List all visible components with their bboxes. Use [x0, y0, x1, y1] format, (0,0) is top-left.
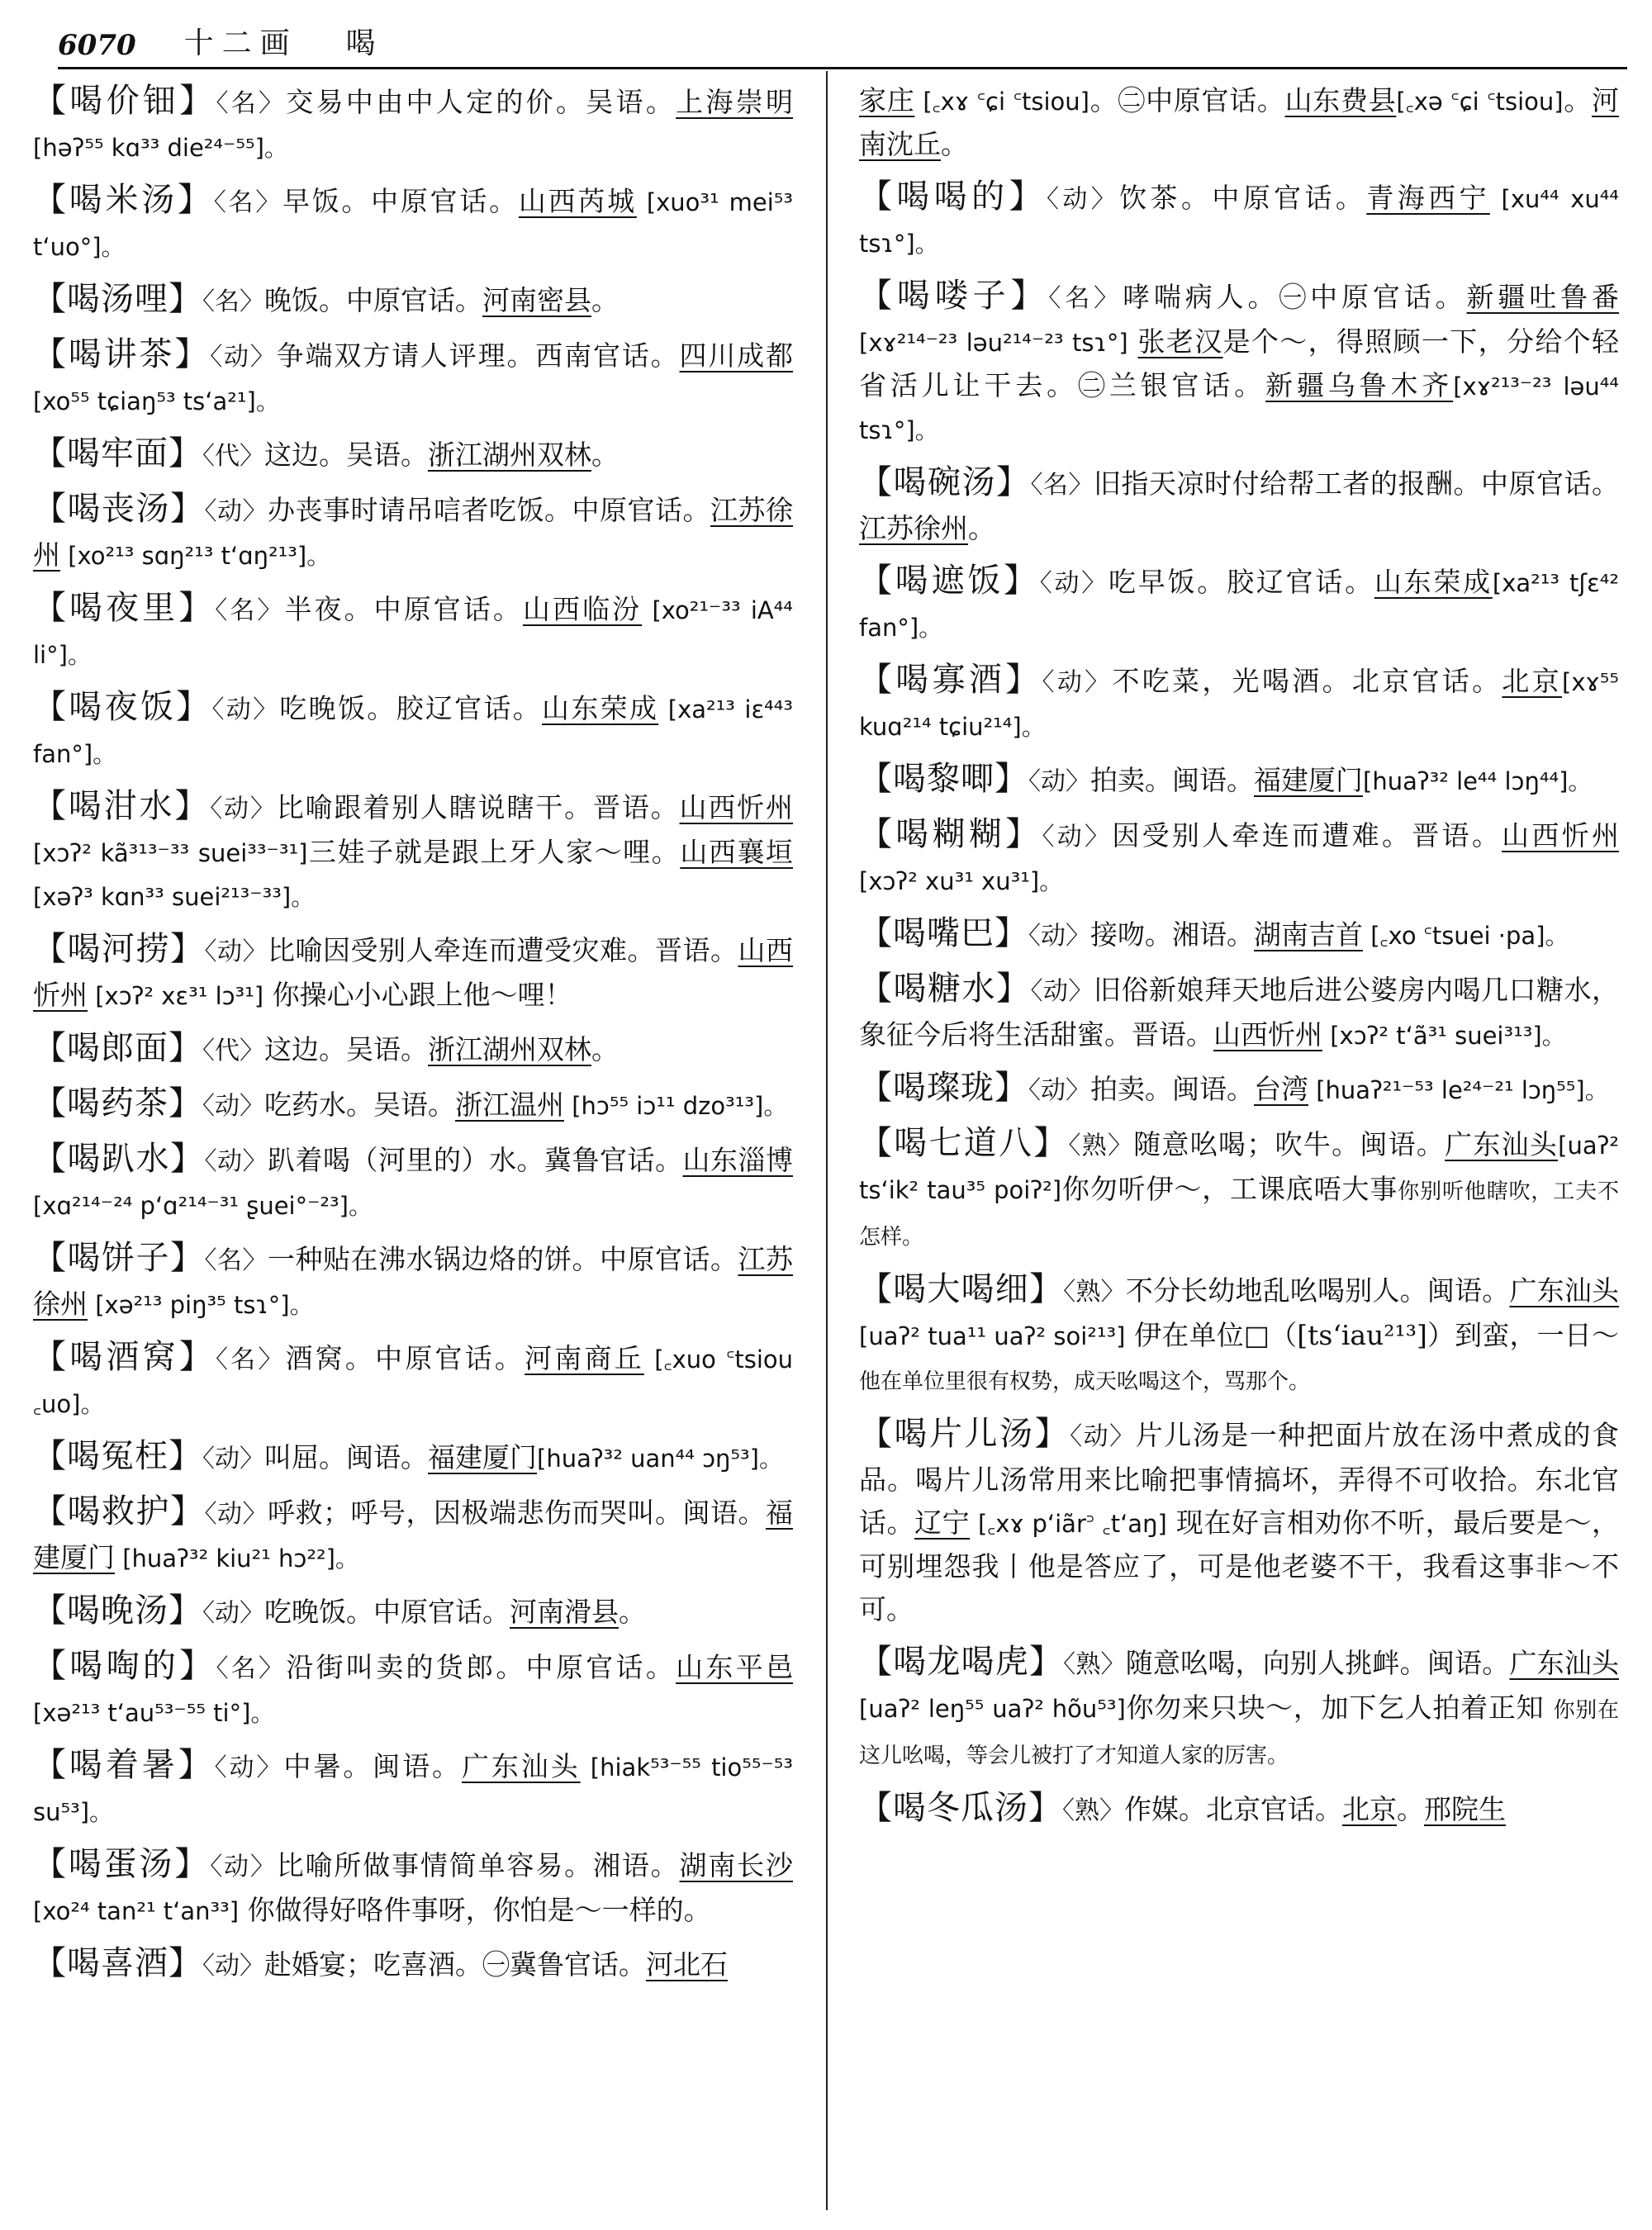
part-of-speech: 〈动〉: [210, 343, 277, 372]
definition-text: 争端双方请人评理。西南官话。: [276, 339, 680, 372]
entry-headword: 【喝泔水】: [33, 787, 211, 825]
dictionary-entry: [33, 586, 793, 676]
part-of-speech: 〈熟〉: [1063, 1278, 1126, 1307]
part-of-speech: 〈动〉: [1046, 185, 1120, 214]
place-name: 河南密县: [482, 284, 591, 316]
entry-headword: 【喝丧汤】: [33, 490, 205, 528]
part-of-speech: 〈动〉: [1070, 1422, 1136, 1451]
entry-headword: 【喝寡酒】: [859, 661, 1042, 699]
place-name: 广东汕头: [1509, 1647, 1620, 1679]
definition-text: 拍卖。闽语。: [1090, 764, 1254, 796]
definition-text: 这边。吴语。: [264, 439, 428, 471]
entry-headword: 【喝米汤】: [33, 181, 214, 219]
definition-text: 半夜。中原官话。: [284, 593, 523, 625]
pronunciation: [xɔʔ² tʻã³¹ suei³¹³]。: [1322, 1022, 1566, 1050]
dictionary-entry: [33, 1082, 793, 1128]
part-of-speech: 〈熟〉: [1062, 1796, 1124, 1825]
dictionary-entry: [33, 1490, 793, 1580]
dictionary-entry: [859, 658, 1619, 748]
place-name: 北京: [1502, 665, 1563, 697]
place-name: 辽宁: [914, 1506, 971, 1539]
dictionary-entry: [33, 487, 793, 577]
entry-headword: 【喝河捞】: [33, 930, 205, 968]
place-name: 山西临汾: [522, 593, 643, 625]
translation-note: 你别听他瞎吹，工夫不怎样。: [859, 1179, 1620, 1250]
definition-text: 。: [619, 1596, 646, 1628]
entry-headword: 【喝价钿】: [33, 82, 216, 120]
pronunciation: [xɤ⁵⁵ kuɑ²¹⁴ tɕiu²¹⁴]。: [859, 668, 1620, 741]
definition-text: 接吻。湘语。: [1090, 918, 1254, 951]
place-name: 山西忻州: [1502, 819, 1620, 852]
place-name: 山东荣成: [1374, 566, 1493, 598]
part-of-speech: 〈名〉: [1030, 471, 1094, 500]
entry-headword: 【喝龙喝虎】: [859, 1643, 1064, 1681]
entry-headword: 【喝夜里】: [33, 589, 216, 627]
dictionary-entry: [33, 686, 793, 776]
place-name: 浙江湖州双林: [428, 439, 591, 471]
pronunciation: [꜀xo ꜂tsuei ·pa]。: [1363, 922, 1569, 950]
dictionary-entry: [859, 175, 1619, 265]
pronunciation: [huaʔ³² le⁴⁴ lɔŋ⁴⁴]。: [1363, 767, 1593, 795]
part-of-speech: 〈动〉: [204, 497, 268, 526]
translation-note: 你别在这儿吆喝，等会儿被打了才知道人家的厉害。: [859, 1698, 1619, 1768]
definition-text: 是个～，得照顾一下，分给个轻省活儿让干去。㊁兰银官话。: [859, 325, 1620, 401]
place-name: 广东汕头: [461, 1750, 581, 1782]
dictionary-entry: [33, 1744, 793, 1834]
dictionary-entry: [859, 559, 1619, 649]
dictionary-entry: [859, 1066, 1619, 1113]
definition-text: 。: [1563, 84, 1593, 116]
dictionary-entry: [33, 1644, 793, 1734]
place-name: 湖南长沙: [679, 1849, 794, 1881]
definition-text: 中暑。闽语。: [283, 1750, 462, 1782]
place-name: 新疆乌鲁木齐: [1265, 369, 1454, 401]
part-of-speech: 〈动〉: [1028, 767, 1090, 796]
entry-headword: 【喝汤哩】: [33, 280, 202, 318]
pronunciation: [xɔʔ² kã³¹³⁻³³ suei³³⁻³¹]: [33, 839, 308, 867]
pronunciation: [huaʔ³² kiu²¹ hɔ²²]。: [115, 1544, 359, 1573]
pronunciation: [xəʔ³ kɑn³³ suei²¹³⁻³³]。: [33, 883, 316, 911]
dictionary-entry: [33, 1137, 793, 1227]
place-name: 广东汕头: [1445, 1128, 1559, 1160]
definition-text: 吃晚饭。中原官话。: [264, 1596, 510, 1628]
translation-note: 他在单位里很有权势，成天吆喝这个，骂那个。: [859, 1369, 1311, 1394]
part-of-speech: 〈动〉: [1030, 977, 1094, 1006]
pronunciation: [꜀xɤ pʻiãr꜄ ꜀tʻaŋ]: [970, 1510, 1167, 1538]
dictionary-entry: [859, 1640, 1619, 1777]
pronunciation: [uaʔ² tsʻik² tau³⁵ poiʔ²]: [859, 1132, 1620, 1204]
left-column: [33, 79, 793, 1997]
entry-headword: 【喝璨珑】: [859, 1069, 1028, 1107]
page-number: 6070: [58, 29, 136, 62]
definition-text: 办丧事时请吊唁者吃饭。中原官话。: [268, 494, 710, 526]
definition-text: 比喻跟着别人瞎说瞎干。晋语。: [276, 791, 680, 823]
definition-text: 随意吆喝，向别人挑衅。闽语。: [1125, 1647, 1510, 1679]
part-of-speech: 〈动〉: [202, 1092, 264, 1121]
pronunciation: [xə²¹³ tʻau⁵³⁻⁵⁵ ti°]。: [33, 1699, 275, 1727]
part-of-speech: 〈名〉: [215, 596, 285, 625]
definition-text: 不分长幼地乱吆喝别人。闽语。: [1125, 1274, 1510, 1307]
place-name: 江苏徐州: [33, 1243, 793, 1320]
entry-headword: 【喝酒窝】: [33, 1338, 216, 1376]
dictionary-entry: [33, 333, 793, 423]
part-of-speech: 〈名〉: [204, 1246, 268, 1275]
place-name: 山西忻州: [33, 934, 793, 1011]
part-of-speech: 〈名〉: [213, 188, 282, 217]
definition-text: 你勿听伊～，工课底唔大事: [1061, 1173, 1398, 1205]
entry-headword: 【喝喝的】: [859, 178, 1047, 216]
definition-text: 你操心小心跟上他～哩！: [263, 979, 572, 1011]
pronunciation: [xɑ²¹⁴⁻²⁴ pʻɑ²¹⁴⁻³¹ ʂuei°⁻²³]。: [33, 1192, 373, 1220]
right-column: [859, 79, 1619, 1842]
pronunciation: [xo⁵⁵ tɕiaŋ⁵³ tsʻa²¹]。: [33, 387, 280, 415]
dictionary-entry: [33, 1843, 793, 1933]
definition-text: 伊在单位□（[tsʻiau²¹³]）到蛮，一日～: [1125, 1319, 1619, 1351]
pronunciation: [huaʔ²¹⁻⁵³ le²⁴⁻²¹ lɔŋ⁵⁵]。: [1308, 1076, 1609, 1104]
place-name: 山东平邑: [676, 1651, 794, 1683]
dictionary-entry: [33, 178, 793, 268]
part-of-speech: 〈动〉: [1039, 569, 1109, 598]
definition-text: 哮喘病人。㊀中原官话。: [1122, 281, 1467, 313]
definition-text: 赴婚宴；吃喜酒。㊀冀鲁官话。: [264, 1948, 646, 1981]
definition-text: 随意吆喝；吹牛。闽语。: [1133, 1128, 1446, 1160]
pronunciation: [꜀xɤ ꜂ɕi ꜂tsiou]: [914, 88, 1089, 116]
part-of-speech: 〈动〉: [202, 1599, 264, 1628]
entry-headword: 【喝夜饭】: [33, 688, 212, 726]
part-of-speech: 〈动〉: [202, 1445, 264, 1473]
dictionary-entry: [859, 79, 1619, 166]
part-of-speech: 〈动〉: [210, 795, 277, 823]
definition-text: 吃晚饭。胶辽官话。: [279, 692, 543, 724]
dictionary-entry: [859, 967, 1619, 1057]
place-name: 江苏徐州: [33, 494, 793, 571]
entry-headword: 【喝片儿汤】: [859, 1415, 1070, 1453]
column-divider: [826, 71, 828, 2210]
entry-headword: 【喝黎唧】: [859, 760, 1028, 798]
part-of-speech: 〈动〉: [214, 1753, 284, 1782]
place-name: 河南商丘: [525, 1342, 644, 1374]
dictionary-entry: [859, 1786, 1619, 1833]
pronunciation: [xa²¹³ tʃɛ⁴² fan°]。: [859, 569, 1620, 642]
place-name: 浙江湖州双林: [428, 1033, 591, 1065]
dictionary-entry: [859, 813, 1619, 903]
place-name: 新疆吐鲁番: [1466, 281, 1620, 313]
definition-text: 旧指天凉时付给帮工者的报酬。中原官话。: [1094, 467, 1619, 500]
dictionary-entry: [33, 278, 793, 324]
definition-text: 。: [591, 1033, 619, 1065]
entry-headword: 【喝嘴巴】: [859, 914, 1028, 952]
dictionary-entry: [33, 1435, 793, 1481]
place-name: 山西芮城: [518, 185, 637, 217]
definition-text: 交易中由中人定的价。吴语。: [286, 86, 676, 118]
dictionary-entry: [859, 912, 1619, 958]
definition-text: 。: [1397, 1793, 1424, 1825]
definition-text: 。: [591, 284, 619, 316]
definition-text: 一种贴在沸水锅边烙的饼。中原官话。: [268, 1243, 738, 1275]
entry-headword: 【喝趴水】: [33, 1140, 205, 1178]
definition-text: 比喻所做事情简单容易。湘语。: [276, 1849, 680, 1881]
dictionary-entry: [33, 928, 793, 1018]
dictionary-entry: [33, 1027, 793, 1073]
dictionary-entry: [859, 274, 1619, 452]
definition-text: 旧俗新娘拜天地后进公婆房内喝几口糖水，象征今后将生活甜蜜。晋语。: [859, 974, 1619, 1051]
definition-text: 呼救；呼号，因极端悲伤而哭叫。闽语。: [268, 1497, 766, 1529]
pronunciation: [uaʔ² tua¹¹ uaʔ² soi²¹³]: [859, 1322, 1126, 1350]
dictionary-entry: [33, 785, 793, 918]
place-name: 山东费县: [1284, 84, 1397, 116]
pronunciation: [꜀xə ꜂ɕi ꜂tsiou]: [1396, 88, 1564, 116]
entry-headword: 【喝冤枉】: [33, 1437, 202, 1475]
definition-text: 。: [591, 439, 619, 471]
part-of-speech: 〈动〉: [204, 937, 268, 966]
page-header: [58, 18, 1627, 69]
entry-headword: 【喝饼子】: [33, 1239, 205, 1277]
part-of-speech: 〈名〉: [215, 1345, 286, 1374]
dictionary-entry: [33, 432, 793, 478]
definition-text: 。: [968, 512, 995, 544]
definition-text: 叫屈。闽语。: [264, 1441, 428, 1473]
pronunciation: [xə²¹³ piŋ³⁵ tsɿ°]。: [88, 1291, 314, 1319]
definition-text: 拍卖。闽语。: [1090, 1073, 1254, 1105]
pronunciation: [xa²¹³ iɛ⁴⁴³ fan°]。: [33, 695, 793, 768]
place-name: 四川成都: [679, 339, 794, 372]
definition-text: 不吃菜，光喝酒。北京官话。: [1112, 665, 1502, 697]
definition-text: 因受别人牵连而遭难。晋语。: [1112, 819, 1502, 852]
dictionary-entry: [33, 1336, 793, 1426]
entry-headword: 【喝药茶】: [33, 1084, 202, 1122]
definition-text: 早饭。中原官话。: [282, 185, 519, 217]
pronunciation: [꜀xuo ꜂tsiou ꜀uo]。: [33, 1345, 794, 1418]
place-name: 山西忻州: [1213, 1018, 1322, 1051]
part-of-speech: 〈熟〉: [1068, 1132, 1134, 1160]
entry-headword: 【喝喜酒】: [33, 1944, 202, 1982]
definition-text: 三娃子就是跟上牙人家～哩。: [307, 836, 681, 868]
pronunciation: [hɔ⁵⁵ iɔ¹¹ dzo³¹³]。: [564, 1092, 788, 1120]
head-character: 喝: [345, 26, 376, 60]
part-of-speech: 〈名〉: [216, 1654, 287, 1683]
place-name: 河南沈丘: [859, 84, 1620, 160]
pronunciation: [hiak⁵³⁻⁵⁵ tio⁵⁵⁻⁵³ su⁵³]。: [33, 1753, 794, 1826]
definition-text: 。㊁中原官话。: [1089, 84, 1285, 116]
definition-text: 你做得好咯件事呀，你怕是～一样的。: [239, 1894, 711, 1926]
definition-text: 你勿来只块～，加下乞人拍着正知: [1125, 1691, 1554, 1724]
definition-text: [1128, 325, 1138, 358]
part-of-speech: 〈动〉: [1042, 823, 1113, 852]
entry-headword: 【喝大喝细】: [859, 1270, 1064, 1308]
entry-headword: 【喝救护】: [33, 1492, 205, 1530]
entry-headword: 【喝着暑】: [33, 1746, 215, 1784]
place-name: 河北石: [646, 1948, 728, 1981]
entry-headword: 【喝郎面】: [33, 1029, 202, 1067]
definition-text: 饮茶。中原官话。: [1119, 182, 1367, 214]
pronunciation: [həʔ⁵⁵ kɑ³³ die²⁴⁻⁵⁵]。: [33, 134, 288, 162]
section-title: 十二画: [183, 26, 298, 60]
part-of-speech: 〈代〉: [202, 1037, 264, 1065]
place-name: 广东汕头: [1509, 1274, 1620, 1307]
place-name: 山东淄博: [682, 1144, 793, 1176]
entry-headword: 【喝糖水】: [859, 970, 1031, 1008]
pronunciation: [xɤ²¹⁴⁻²³ ləu²¹⁴⁻²³ tsɿ°]: [859, 329, 1128, 357]
place-name: 河南滑县: [510, 1596, 619, 1628]
part-of-speech: 〈动〉: [1028, 1076, 1090, 1105]
entry-headword: 【喝晚汤】: [33, 1592, 202, 1630]
pronunciation: [xɔʔ² xɛ³¹ lɔ³¹]: [88, 982, 264, 1010]
definition-text: 酒窝。中原官话。: [285, 1342, 525, 1374]
place-name: 福建厦门: [33, 1497, 793, 1573]
definition-text: 沿街叫卖的货郎。中原官话。: [286, 1651, 676, 1683]
part-of-speech: 〈动〉: [210, 1853, 277, 1881]
entry-headword: 【喝七道八】: [859, 1124, 1069, 1162]
pronunciation: [huaʔ³² uan⁴⁴ ɔŋ⁵³]。: [537, 1445, 783, 1473]
part-of-speech: 〈动〉: [204, 1147, 268, 1176]
part-of-speech: 〈名〉: [1048, 284, 1123, 313]
entry-headword: 【喝讲茶】: [33, 335, 211, 373]
place-name: 北京: [1342, 1793, 1397, 1825]
dictionary-entry: [859, 461, 1619, 550]
place-name: 张老汉: [1137, 325, 1223, 358]
definition-text: 比喻因受别人牵连而遭受灾难。晋语。: [268, 934, 738, 966]
dictionary-entry: [859, 757, 1619, 804]
place-name: 邢院生: [1424, 1793, 1506, 1825]
definition-text: 趴着喝（河里的）水。冀鲁官话。: [268, 1144, 683, 1176]
place-name: 福建厦门: [1254, 764, 1363, 796]
definition-text: 这边。吴语。: [264, 1033, 428, 1065]
place-name: 山东荣成: [542, 692, 659, 724]
place-name: 山西忻州: [679, 791, 794, 823]
dictionary-entry: [859, 1122, 1619, 1259]
part-of-speech: 〈动〉: [1028, 922, 1090, 951]
part-of-speech: 〈名〉: [216, 89, 287, 118]
place-name: 浙江温州: [455, 1089, 564, 1121]
place-name: 山西襄垣: [680, 836, 794, 868]
pronunciation: [xuo³¹ mei⁵³ tʻuo°]。: [33, 188, 794, 261]
entry-headword: 【喝牢面】: [33, 434, 202, 472]
place-name: 湖南吉首: [1254, 918, 1363, 951]
definition-text: 吃药水。吴语。: [264, 1089, 455, 1121]
entry-headword: 【喝冬瓜汤】: [859, 1789, 1062, 1827]
place-name: 福建厦门: [428, 1441, 537, 1473]
definition-text: 现在好言相劝你不听，最后要是～，可别埋怨我丨他是答应了，可是他老婆不干，我看这事非～不可。: [859, 1506, 1619, 1625]
entry-headword: 【喝啕的】: [33, 1647, 216, 1685]
entry-headword: 【喝遮饭】: [859, 562, 1040, 600]
definition-text: 晚饭。中原官话。: [264, 284, 482, 316]
pronunciation: [xo²¹³ sɑŋ²¹³ tʻɑŋ²¹³]。: [60, 542, 331, 570]
entry-headword: 【喝碗汤】: [859, 463, 1031, 501]
pronunciation: [xo²¹⁻³³ iA⁴⁴ li°]。: [33, 596, 794, 669]
pronunciation: [uaʔ² leŋ⁵⁵ uaʔ² hõu⁵³]: [859, 1695, 1126, 1723]
entry-headword: 【喝喽子】: [859, 277, 1049, 315]
definition-text: 。: [941, 128, 968, 160]
part-of-speech: 〈熟〉: [1063, 1650, 1126, 1679]
pronunciation: [xɤ²¹³⁻²³ ləu⁴⁴ tsɿ°]。: [859, 372, 1620, 444]
definition-text: 作媒。北京官话。: [1124, 1793, 1342, 1825]
pronunciation: [xu⁴⁴ xu⁴⁴ tsɿ°]。: [859, 185, 1620, 258]
part-of-speech: 〈动〉: [211, 695, 280, 724]
place-name: 青海西宁: [1366, 182, 1490, 214]
dictionary-entry: [859, 1412, 1619, 1631]
part-of-speech: 〈动〉: [202, 1952, 264, 1981]
dictionary-entry: [33, 1236, 793, 1326]
definition-text: 片儿汤是一种把面片放在汤中煮成的食品。喝片儿汤常用来比喻把事情搞坏，弄得不可收拾。东北官话。: [859, 1419, 1620, 1539]
place-name: 上海崇明: [676, 86, 794, 118]
dictionary-entry: [859, 1268, 1619, 1403]
entry-headword: 【喝蛋汤】: [33, 1845, 211, 1883]
dictionary-entry: [33, 1942, 793, 1988]
part-of-speech: 〈代〉: [202, 442, 264, 471]
pronunciation: [xo²⁴ tan²¹ tʻan³³]: [33, 1897, 240, 1925]
place-name: 江苏徐州: [859, 512, 968, 544]
part-of-speech: 〈动〉: [204, 1500, 268, 1529]
entry-headword: 【喝糊糊】: [859, 815, 1042, 853]
dictionary-entry: [33, 79, 793, 169]
definition-text: 吃早饭。胶辽官话。: [1108, 566, 1374, 598]
dictionary-entry: [33, 1589, 793, 1635]
part-of-speech: 〈名〉: [202, 287, 264, 316]
place-name: 家庄: [859, 84, 915, 116]
part-of-speech: 〈动〉: [1042, 668, 1113, 697]
place-name: 台湾: [1254, 1073, 1308, 1105]
pronunciation: [xɔʔ² xu³¹ xu³¹]。: [859, 867, 1064, 895]
